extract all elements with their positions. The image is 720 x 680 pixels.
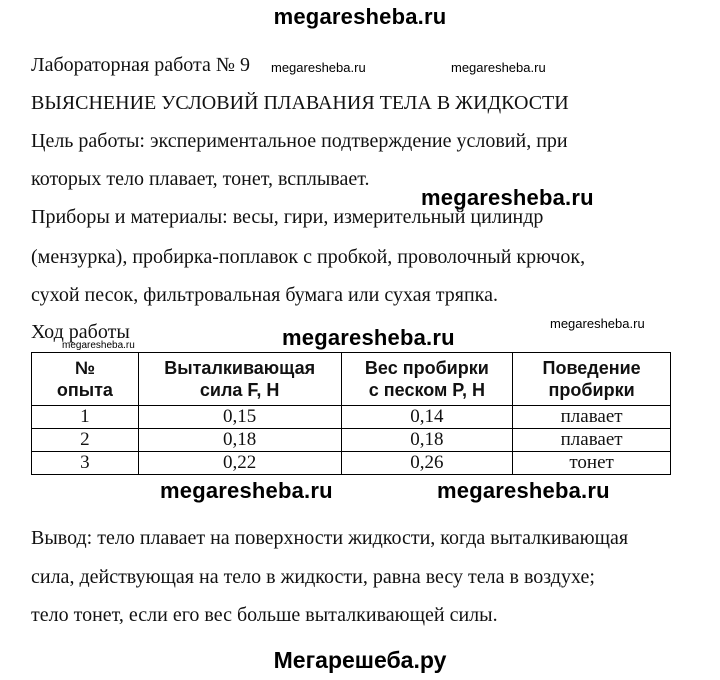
results-table: [31, 352, 671, 475]
tools-line-2: (мензурка), пробирка-поплавок с пробкой, проволочный крючок,: [31, 246, 586, 268]
watermark-below-left: megaresheba.ru: [160, 478, 333, 503]
cell-number: 1: [32, 406, 139, 429]
table-row: [32, 429, 671, 452]
header-text: опыта: [56, 380, 113, 400]
cell-force: 0,22: [138, 452, 341, 475]
lab-title: Лабораторная работа № 9: [31, 54, 250, 76]
watermark-small-a: megaresheba.ru: [271, 60, 366, 75]
cell-number: 3: [32, 452, 139, 475]
top-watermark: megaresheba.ru: [273, 4, 447, 29]
table-header-row: [32, 353, 671, 406]
header-experiment-number: [32, 353, 139, 406]
progress-label: Ход работы: [31, 321, 130, 343]
watermark-small-b: megaresheba.ru: [451, 60, 546, 75]
header-text: Поведение: [542, 358, 641, 378]
table-row: [32, 452, 671, 475]
table-row: [32, 406, 671, 429]
header-text: сила F, Н: [199, 380, 280, 400]
cell-behavior: плавает: [513, 429, 671, 452]
conclusion-line-2: сила, действующая на тело в жидкости, равна весу тела в воздухе;: [31, 566, 595, 588]
cell-weight: 0,26: [341, 452, 513, 475]
cell-force: 0,15: [138, 406, 341, 429]
cell-behavior: тонет: [513, 452, 671, 475]
cell-force: 0,18: [138, 429, 341, 452]
header-buoyant-force: [138, 353, 341, 406]
tools-line-1: Приборы и материалы: весы, гири, измерительный цилиндр: [31, 206, 544, 228]
header-text: Вес пробирки: [364, 358, 489, 378]
footer-brand: Мегарешеба.ру: [273, 647, 447, 673]
header-tube-weight: [341, 353, 513, 406]
header-text: Выталкивающая: [164, 358, 316, 378]
header-text: с песком P, Н: [368, 380, 485, 400]
heading: ВЫЯСНЕНИЕ УСЛОВИЙ ПЛАВАНИЯ ТЕЛА В ЖИДКОСТИ: [31, 92, 569, 114]
cell-behavior: плавает: [513, 406, 671, 429]
conclusion-line-1: Вывод: тело плавает на поверхности жидкости, когда выталкивающая: [31, 527, 629, 549]
watermark-hod: megaresheba.ru: [282, 325, 455, 350]
tools-line-3: сухой песок, фильтровальная бумага или сухая тряпка.: [31, 284, 498, 306]
goal-line-1: Цель работы: экспериментальное подтверждение условий, при: [31, 130, 568, 152]
watermark-tiny: megaresheba.ru: [62, 340, 135, 351]
watermark-mid: megaresheba.ru: [421, 185, 594, 210]
conclusion-line-3: тело тонет, если его вес больше выталкивающей силы.: [31, 604, 498, 626]
header-text: №: [74, 358, 95, 378]
cell-weight: 0,14: [341, 406, 513, 429]
header-tube-behavior: [513, 353, 671, 406]
watermark-below-right: megaresheba.ru: [437, 478, 610, 503]
cell-number: 2: [32, 429, 139, 452]
cell-weight: 0,18: [341, 429, 513, 452]
goal-line-2: которых тело плавает, тонет, всплывает.: [31, 168, 370, 190]
header-text: пробирки: [548, 380, 635, 400]
watermark-right: megaresheba.ru: [550, 316, 645, 331]
